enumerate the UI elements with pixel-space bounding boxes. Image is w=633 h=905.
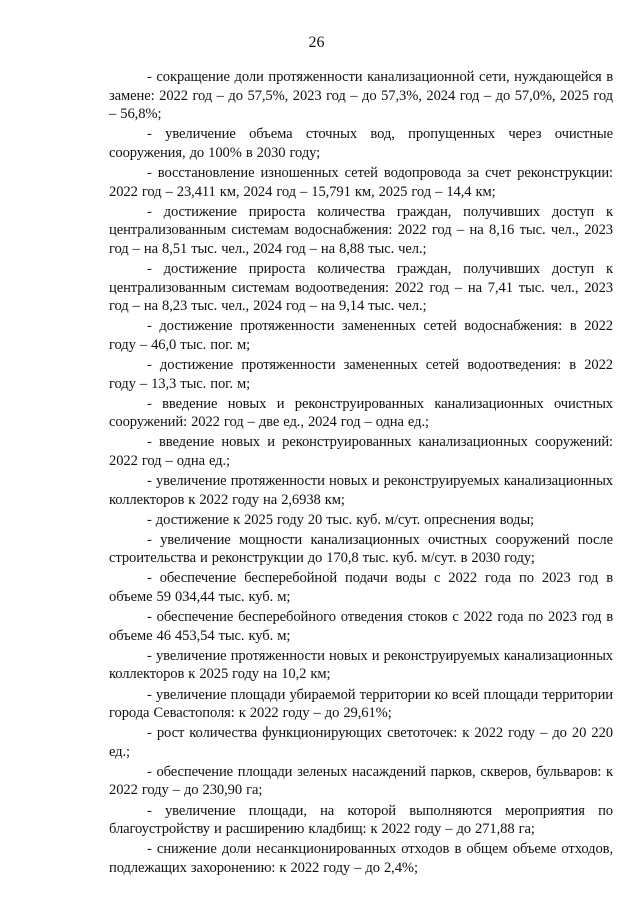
list-item: - восстановление изношенных сетей водопровода за счет реконструкции: 2022 год – 23,411 км, 2024 год – 15,791 км, 2025 год – 14,4 км; — [109, 164, 613, 200]
list-item: - увеличение протяженности новых и реконструируемых канализационных коллекторов к 2025 году на 10,2 км; — [109, 647, 613, 683]
page-body — [109, 68, 613, 879]
list-item: - увеличение площади, на которой выполняются мероприятия по благоустройству и расширению кладбищ: к 2022 году – до 271,88 га; — [109, 802, 613, 838]
list-item: - увеличение мощности канализационных очистных сооружений после строительства и реконструкции до 170,8 тыс. куб. м/сут. в 2030 году; — [109, 531, 613, 567]
list-item: - достижение протяженности замененных сетей водоснабжения: в 2022 году – 46,0 тыс. пог. м; — [109, 318, 613, 353]
list-item: - обеспечение бесперебойной подачи воды с 2022 года по 2023 год в объеме 59 034,44 тыс. куб. м; — [109, 570, 613, 606]
list-item: - достижение к 2025 году 20 тыс. куб. м/сут. опреснения воды; — [147, 511, 535, 528]
list-item: - рост количества функционирующих светоточек: к 2022 году – до 20 220 ед.; — [109, 725, 613, 760]
list-item: - увеличение протяженности новых и реконструируемых канализационных коллекторов к 2022 году на 2,6938 км; — [109, 472, 613, 508]
page-number: 26 — [308, 34, 325, 51]
list-item: - увеличение объема сточных вод, пропущенных через очистные сооружения, до 100% в 2030 году; — [109, 126, 613, 161]
list-item: - обеспечение площади зеленых насаждений парков, скверов, бульваров: к 2022 году – до 230,90 га; — [109, 763, 613, 799]
list-item: - введение новых и реконструированных канализационных очистных сооружений: 2022 год – две ед., 2024 год – одна ед.; — [109, 395, 613, 431]
list-item: - введение новых и реконструированных канализационных сооружений: 2022 год – одна ед.; — [109, 434, 613, 469]
list-item: - достижение прироста количества граждан, получивших доступ к централизованным системам водоснабжения: 2022 год – на 8,16 тыс. чел., 2023 год – на 8,51 тыс. чел., 2024 год – на 8,88 тыс. чел.; — [109, 203, 613, 257]
list-item: - обеспечение бесперебойного отведения стоков с 2022 года по 2023 год в объеме 46 453,54 тыс. куб. м; — [109, 609, 613, 644]
list-item: - сокращение доли протяженности канализационной сети, нуждающейся в замене: 2022 год – до 57,5%, 2023 год – до 57,3%, 2024 год – до 57,0%, 2025 год – 56,8%; — [109, 69, 613, 123]
list-item: - достижение прироста количества граждан, получивших доступ к централизованным системам водоотведения: 2022 год – на 7,41 тыс. чел., 2023 год – на 8,23 тыс. чел., 2024 год – на 9,14 тыс. чел.; — [109, 260, 613, 315]
list-item: - снижение доли несанкционированных отходов в общем объеме отходов, подлежащих захоронению: к 2022 году – до 2,4%; — [109, 841, 613, 876]
list-item: - увеличение площади убираемой территории ко всей площади территории города Севастополя: к 2022 году – до 29,61%; — [109, 686, 613, 722]
list-item: - достижение протяженности замененных сетей водоотведения: в 2022 году – 13,3 тыс. пог. м; — [109, 356, 613, 392]
